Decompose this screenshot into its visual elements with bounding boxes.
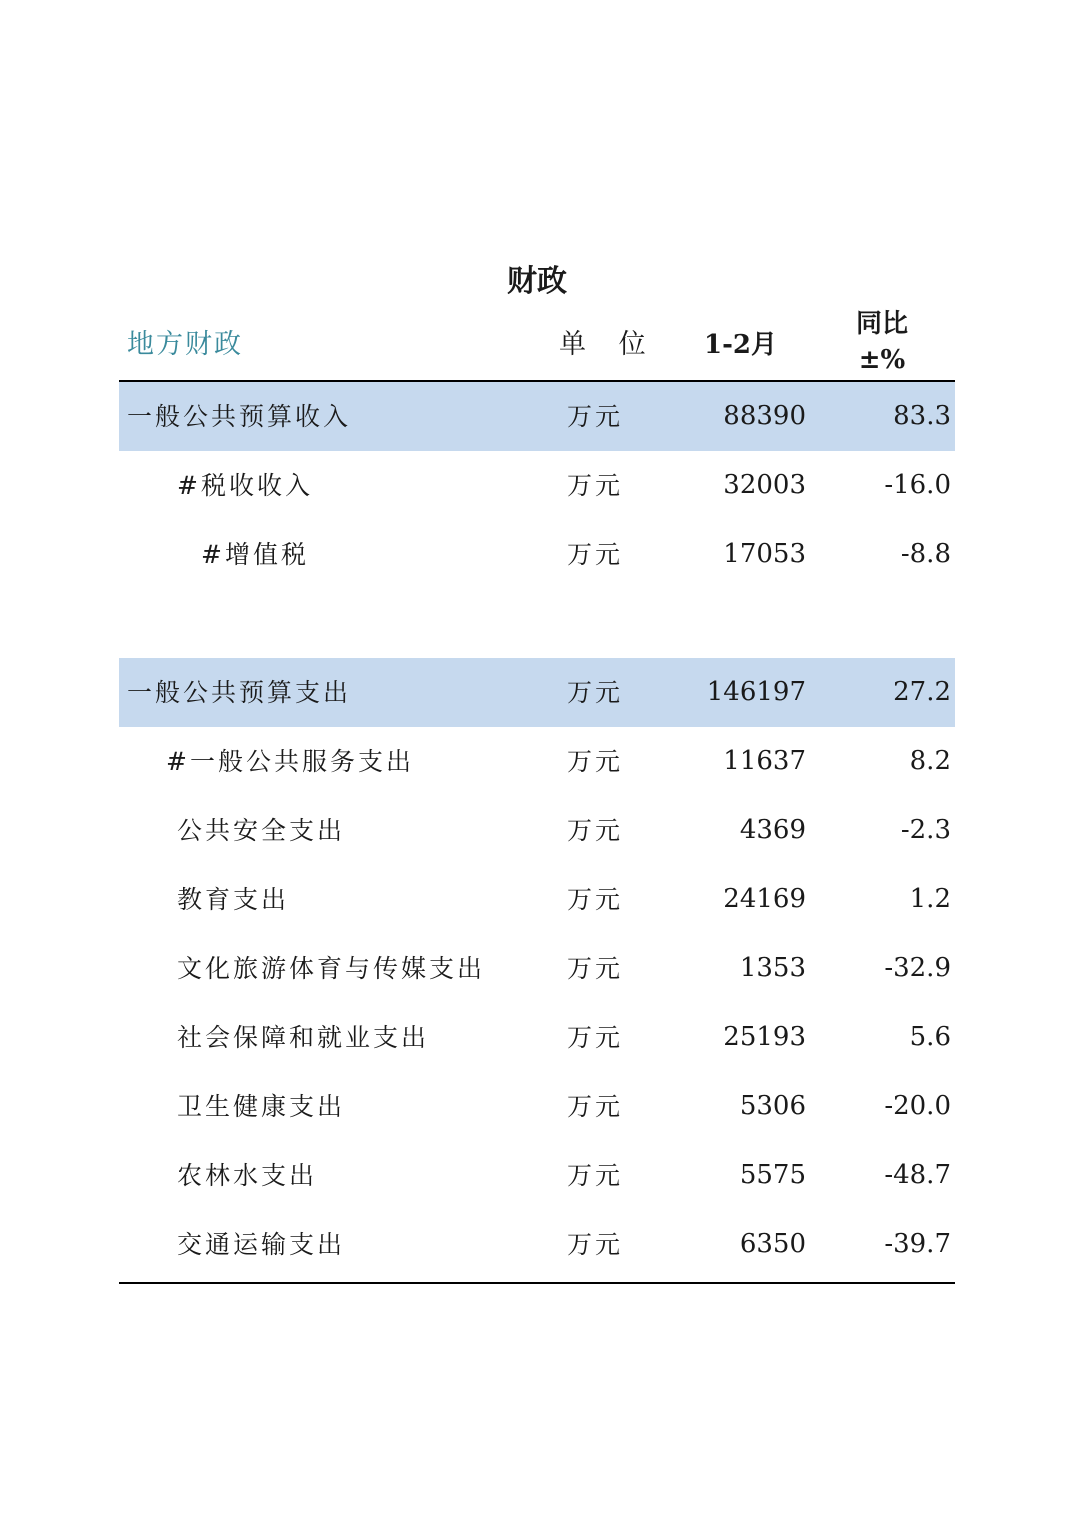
yoy-header-line2: ±% [858, 345, 906, 375]
row-yoy: 83.3 [893, 401, 951, 431]
row-value: 1353 [739, 953, 806, 983]
row-value: 5306 [739, 1091, 806, 1121]
row-label: 卫生健康支出 [177, 1092, 346, 1121]
table-row [119, 1210, 955, 1279]
unit-column-header: 单 位 [559, 329, 658, 360]
table-row [119, 451, 955, 520]
row-unit: 万元 [567, 540, 624, 569]
row-unit: 万元 [567, 1230, 624, 1259]
row-yoy: -39.7 [884, 1229, 951, 1259]
table-row [119, 934, 955, 1003]
table-row [119, 520, 955, 589]
row-unit: 万元 [567, 402, 624, 431]
row-yoy: -20.0 [884, 1091, 951, 1121]
row-yoy: 1.2 [909, 884, 951, 914]
table-row [119, 382, 955, 451]
row-yoy: -8.8 [900, 539, 951, 569]
table-bottom-rule [119, 1282, 955, 1284]
row-label: 交通运输支出 [177, 1230, 346, 1259]
row-label: 一般公共预算支出 [127, 678, 352, 707]
row-value: 11637 [723, 746, 806, 776]
table-row [119, 865, 955, 934]
row-value: 6350 [739, 1229, 806, 1259]
row-value: 146197 [706, 677, 806, 707]
table-row [119, 1072, 955, 1141]
row-yoy: -48.7 [884, 1160, 951, 1190]
row-yoy: 27.2 [893, 677, 951, 707]
row-label: 教育支出 [177, 885, 290, 914]
row-value: 88390 [723, 401, 806, 431]
row-yoy: -32.9 [884, 953, 951, 983]
row-unit: 万元 [567, 678, 624, 707]
row-label: #增值税 [201, 540, 309, 569]
row-unit: 万元 [567, 1092, 624, 1121]
row-value: 17053 [723, 539, 806, 569]
table-row [119, 796, 955, 865]
period-column-header: 1-2月 [704, 330, 777, 360]
row-spacer [119, 589, 955, 658]
table-row [119, 727, 955, 796]
row-unit: 万元 [567, 747, 624, 776]
row-yoy: 5.6 [909, 1022, 951, 1052]
row-label: #一般公共服务支出 [166, 747, 414, 776]
row-value: 24169 [723, 884, 806, 914]
row-label: 社会保障和就业支出 [177, 1023, 430, 1052]
fiscal-table [119, 300, 955, 1284]
row-label: 一般公共预算收入 [127, 402, 352, 431]
row-unit: 万元 [567, 816, 624, 845]
row-yoy: -16.0 [884, 470, 951, 500]
row-yoy: 8.2 [909, 746, 951, 776]
row-unit: 万元 [567, 1161, 624, 1190]
row-value: 25193 [723, 1022, 806, 1052]
table-row [119, 658, 955, 727]
row-value: 32003 [723, 470, 806, 500]
row-label: 农林水支出 [177, 1161, 318, 1190]
row-value: 5575 [739, 1160, 806, 1190]
row-yoy: -2.3 [900, 815, 951, 845]
row-label: 公共安全支出 [177, 816, 346, 845]
section-label: 地方财政 [127, 329, 243, 360]
yoy-header-line1: 同比 [855, 309, 908, 339]
row-value: 4369 [739, 815, 806, 845]
table-row [119, 1141, 955, 1210]
row-unit: 万元 [567, 1023, 624, 1052]
row-unit: 万元 [567, 885, 624, 914]
row-unit: 万元 [567, 954, 624, 983]
table-row [119, 1003, 955, 1072]
row-label: #税收收入 [177, 471, 313, 500]
yoy-column-header [847, 306, 917, 378]
row-label: 文化旅游体育与传媒支出 [177, 954, 486, 983]
page-title: 财政 [507, 264, 567, 299]
table-header [119, 300, 955, 382]
row-unit: 万元 [567, 471, 624, 500]
